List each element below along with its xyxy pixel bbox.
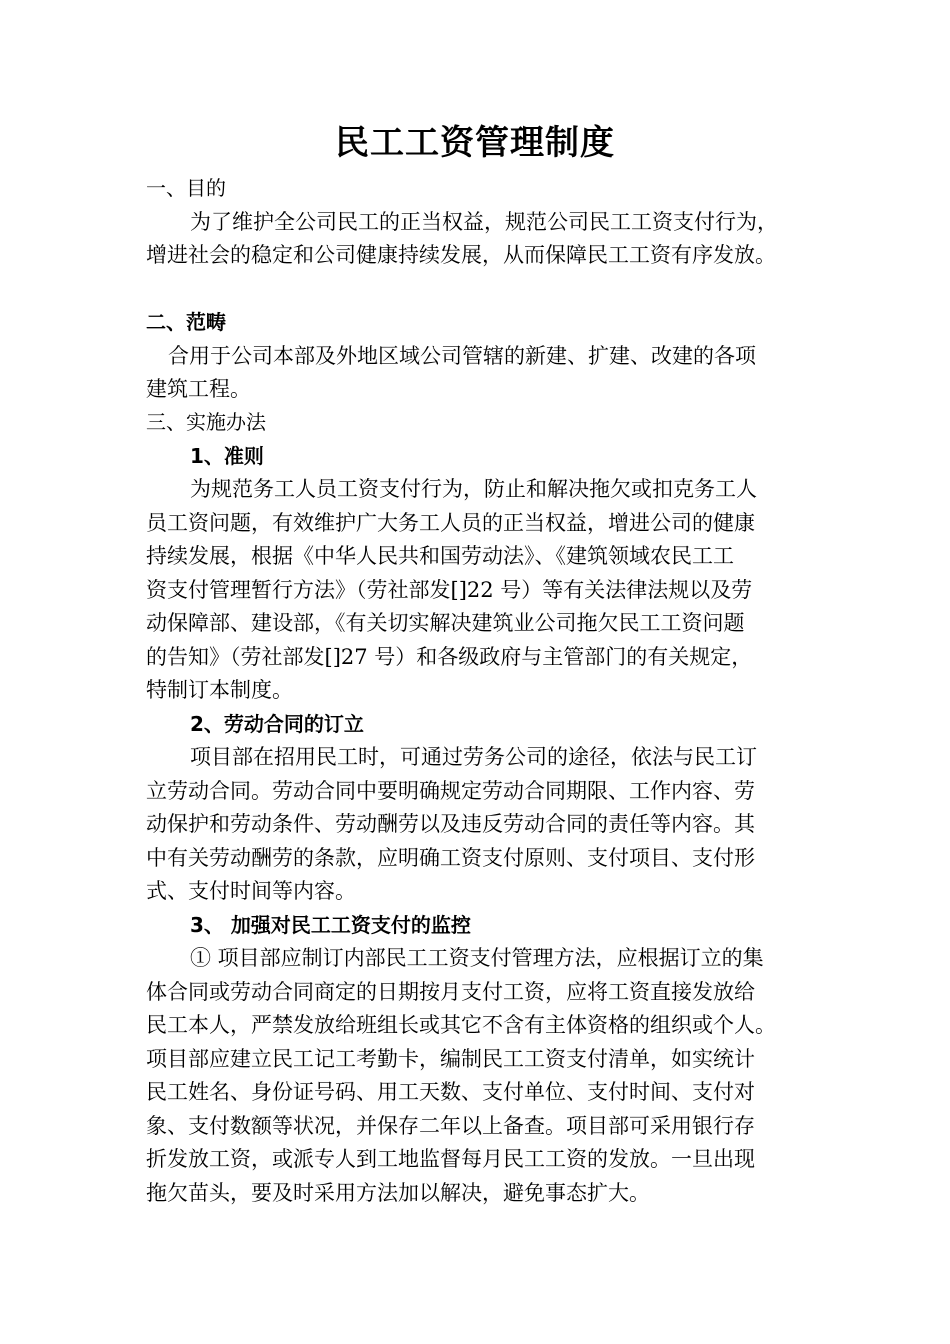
section-heading: 二、范畴 [146,310,226,334]
subsection-heading: 3、 加强对民工工资支付的监控 [190,912,471,937]
paragraph-line: 项目部在招用民工时，可通过劳务公司的途径，依法与民工订 [190,745,757,769]
section-purpose [146,172,811,273]
paragraph-line: 象、支付数额等状况，并保存二年以上备查。项目部可采用银行存 [146,1113,755,1138]
paragraph-line: 动保障部、建设部，《有关切实解决建筑业公司拖欠民工工资问题 [146,611,745,635]
paragraph-line: 民工本人，严禁发放给班组长或其它不含有主体资格的组织或个人。 [146,1013,776,1037]
document-title: 民工工资管理制度 [335,123,615,163]
paragraph-line: 为了维护全公司民工的正当权益，规范公司民工工资支付行为， [190,209,778,234]
paragraph-line: 中有关劳动酬劳的条款，应明确工资支付原则、支付项目、支付形 [146,845,755,870]
paragraph-line: 的告知》（劳社部发[]27 号）和各级政府与主管部门的有关规定， [146,644,753,669]
paragraph-line: 特制订本制度。 [146,678,293,702]
section-heading: 一、目的 [146,176,226,200]
paragraph-line: 增进社会的稳定和公司健康持续发展，从而保障民工工资有序发放。 [146,243,776,267]
section-implementation [146,406,811,1210]
paragraph-line: 资支付管理暂行方法》（劳社部发[]22 号）等有关法律法规以及劳 [146,577,753,602]
section-heading: 三、实施办法 [146,410,266,434]
paragraph-line: 拖欠苗头，要及时采用方法加以解决，避免事态扩大。 [146,1180,650,1205]
paragraph-line: 为规范务工人员工资支付行为，防止和解决拖欠或扣克务工人 [190,477,757,501]
paragraph-line: 建筑工程。 [146,377,251,401]
paragraph-line: 合用于公司本部及外地区域公司管辖的新建、扩建、改建的各项 [168,343,756,368]
section-scope [146,306,811,407]
paragraph-line: 式、支付时间等内容。 [146,879,356,903]
paragraph-line: 动保护和劳动条件、劳动酬劳以及违反劳动合同的责任等内容。其 [146,812,755,836]
paragraph-line: 员工资问题，有效维护广大务工人员的正当权益，增进公司的健康 [146,510,755,535]
subsection-heading: 1、准则 [190,443,264,468]
subsection-heading: 2、劳动合同的订立 [190,711,364,736]
paragraph-line: 持续发展，根据《中华人民共和国劳动法》、《建筑领域农民工工 [146,544,734,568]
paragraph-line: 折发放工资，或派专人到工地监督每月民工工资的发放。一旦出现 [146,1147,755,1171]
paragraph-line: 项目部应建立民工记工考勤卡，编制民工工资支付清单，如实统计 [146,1046,755,1071]
paragraph-line: 体合同或劳动合同商定的日期按月支付工资，应将工资直接发放给 [146,979,755,1004]
paragraph-line: 民工姓名、身份证号码、用工天数、支付单位、支付时间、支付对 [146,1080,755,1104]
paragraph-line: 立劳动合同。劳动合同中要明确规定劳动合同期限、工作内容、劳 [146,778,755,803]
paragraph-line: ① 项目部应制订内部民工工资支付管理方法，应根据订立的集 [190,946,764,970]
